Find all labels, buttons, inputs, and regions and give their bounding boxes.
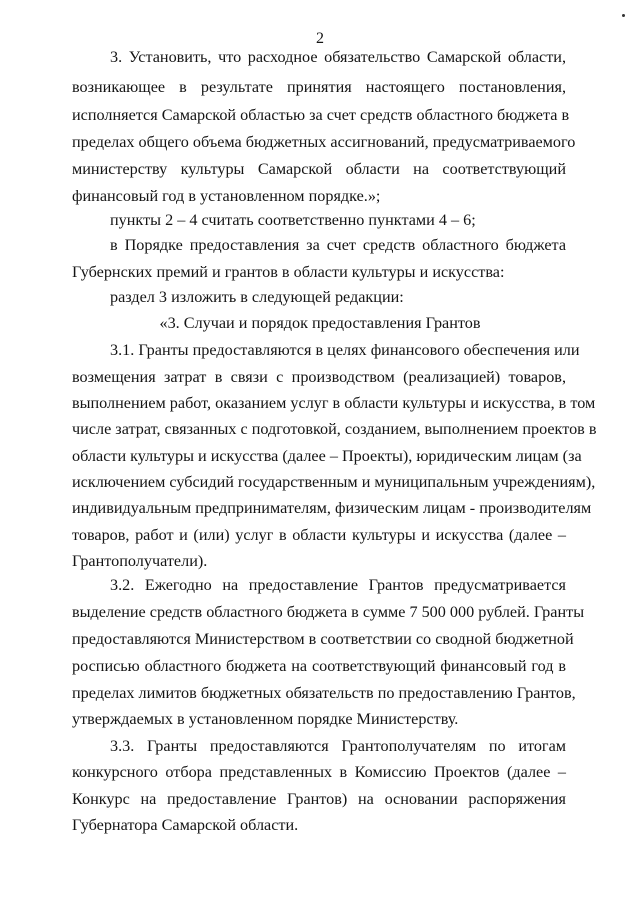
text-line: министерству культуры Самарской области на соответствующий: [72, 160, 566, 178]
text-line: товаров, работ и (или) услуг в области культуры и искусства (далее –: [72, 526, 566, 544]
text-line: конкурсного отбора представленных в Комиссию Проектов (далее –: [72, 763, 566, 781]
text-line: возмещения затрат в связи с производством (реализацией) товаров,: [72, 368, 566, 386]
text-line: числе затрат, связанных с подготовкой, созданием, выполнением проектов в: [72, 420, 597, 438]
text-line: Губернских премий и грантов в области культуры и искусства:: [72, 263, 505, 281]
text-line: выделение средств областного бюджета в сумме 7 500 000 рублей. Гранты: [72, 603, 585, 621]
text-line: 3.3. Гранты предоставляются Грантополучателям по итогам: [110, 737, 566, 755]
text-line: пределах общего объема бюджетных ассигнований, предусматриваемого: [72, 133, 576, 151]
text-line: возникающее в результате принятия настоящего постановления,: [72, 78, 566, 96]
text-line: предоставляются Министерством в соответствии со сводной бюджетной: [72, 630, 574, 648]
text-line: утверждаемых в установленном порядке Министерству.: [72, 710, 459, 728]
text-line: выполнением работ, оказанием услуг в области культуры и искусства, в том: [72, 394, 596, 412]
text-line: финансовый год в установленном порядке.»;: [72, 187, 381, 205]
text-line: Грантополучатели).: [72, 552, 208, 570]
text-line: 3. Установить, что расходное обязательство Самарской области,: [110, 48, 566, 66]
scan-speck: [622, 14, 625, 17]
page-number: 2: [316, 30, 324, 47]
text-line: росписью областного бюджета на соответствующий финансовый год в: [72, 657, 566, 675]
text-line: исключением субсидий государственным и муниципальным учреждениям),: [72, 473, 596, 491]
text-line: раздел 3 изложить в следующей редакции:: [110, 288, 404, 306]
text-line: Конкурс на предоставление Грантов) на основании распоряжения: [72, 790, 566, 808]
text-line: Губернатора Самарской области.: [72, 816, 299, 834]
text-line: исполняется Самарской областью за счет средств областного бюджета в: [72, 106, 570, 124]
text-line: 3.1. Гранты предоставляются в целях финансового обеспечения или: [110, 341, 580, 359]
text-line: пункты 2 – 4 считать соответственно пунктами 4 – 6;: [110, 211, 476, 229]
text-line: в Порядке предоставления за счет средств областного бюджета: [110, 236, 566, 254]
text-line: индивидуальным предпринимателям, физическим лицам - производителям: [72, 499, 592, 517]
text-line: пределах лимитов бюджетных обязательств по предоставлению Грантов,: [72, 684, 576, 702]
text-line: 3.2. Ежегодно на предоставление Грантов предусматривается: [110, 576, 566, 594]
text-line: области культуры и искусства (далее – Проекты), юридическим лицам (за: [72, 447, 582, 465]
section-heading: «3. Случаи и порядок предоставления Грантов: [159, 314, 481, 332]
